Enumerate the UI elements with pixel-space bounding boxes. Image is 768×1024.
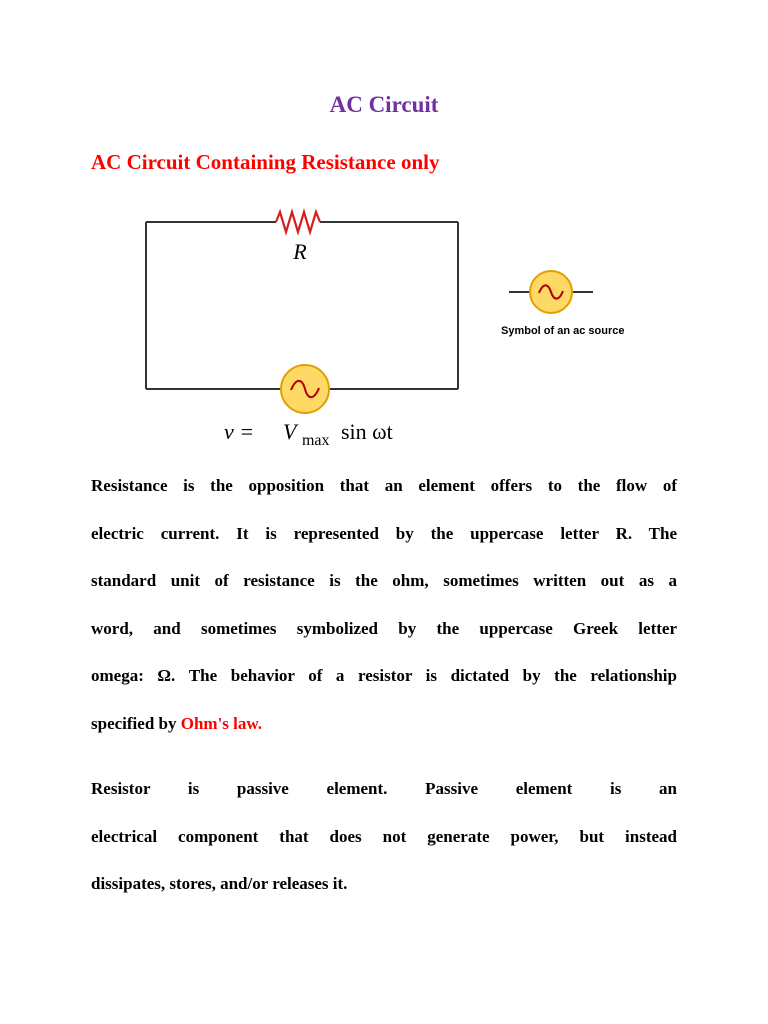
paragraph-line: standard unit of resistance is the ohm, sometimes written out as a [91,571,677,590]
paragraph-line: omega: Ω. The behavior of a resistor is dictated by the relationship [91,666,677,685]
equation-lhs: v = [224,419,255,444]
paragraph-line: Resistor is passive element. Passive element is an [91,779,677,798]
paragraph-line: electrical component that does not generate power, but instead [91,826,677,846]
paragraph-passive-element [91,765,677,908]
symbol-caption: Symbol of an ac source [501,325,625,337]
line-suffix: . [257,713,262,733]
equation-sub: max [301,432,330,449]
circuit-diagram [140,200,470,450]
section-heading: AC Circuit Containing Resistance only [91,150,440,174]
paragraph-line: Resistance is the opposition that an element offers to the flow of [91,476,677,495]
paragraph-line: electric current. It is represented by the uppercase letter R. The [91,523,677,543]
resistor-label: R [293,239,307,264]
equation-rest: sin ωt [341,419,393,444]
page-title: AC Circuit [329,92,439,117]
ac-source-symbol [505,262,597,322]
ohms-law-link[interactable]: Ohm's law [180,713,258,733]
paragraph-resistance [91,462,677,747]
paragraph-line: word, and sometimes symbolized by the uppercase Greek letter [91,618,677,638]
resistor-icon [276,212,320,232]
paragraph-line [91,700,677,748]
line-prefix: specified by [91,713,181,733]
paragraph-line: dissipates, stores, and/or releases it. [91,874,348,893]
voltage-equation [224,419,393,450]
equation-v: V [283,419,297,444]
